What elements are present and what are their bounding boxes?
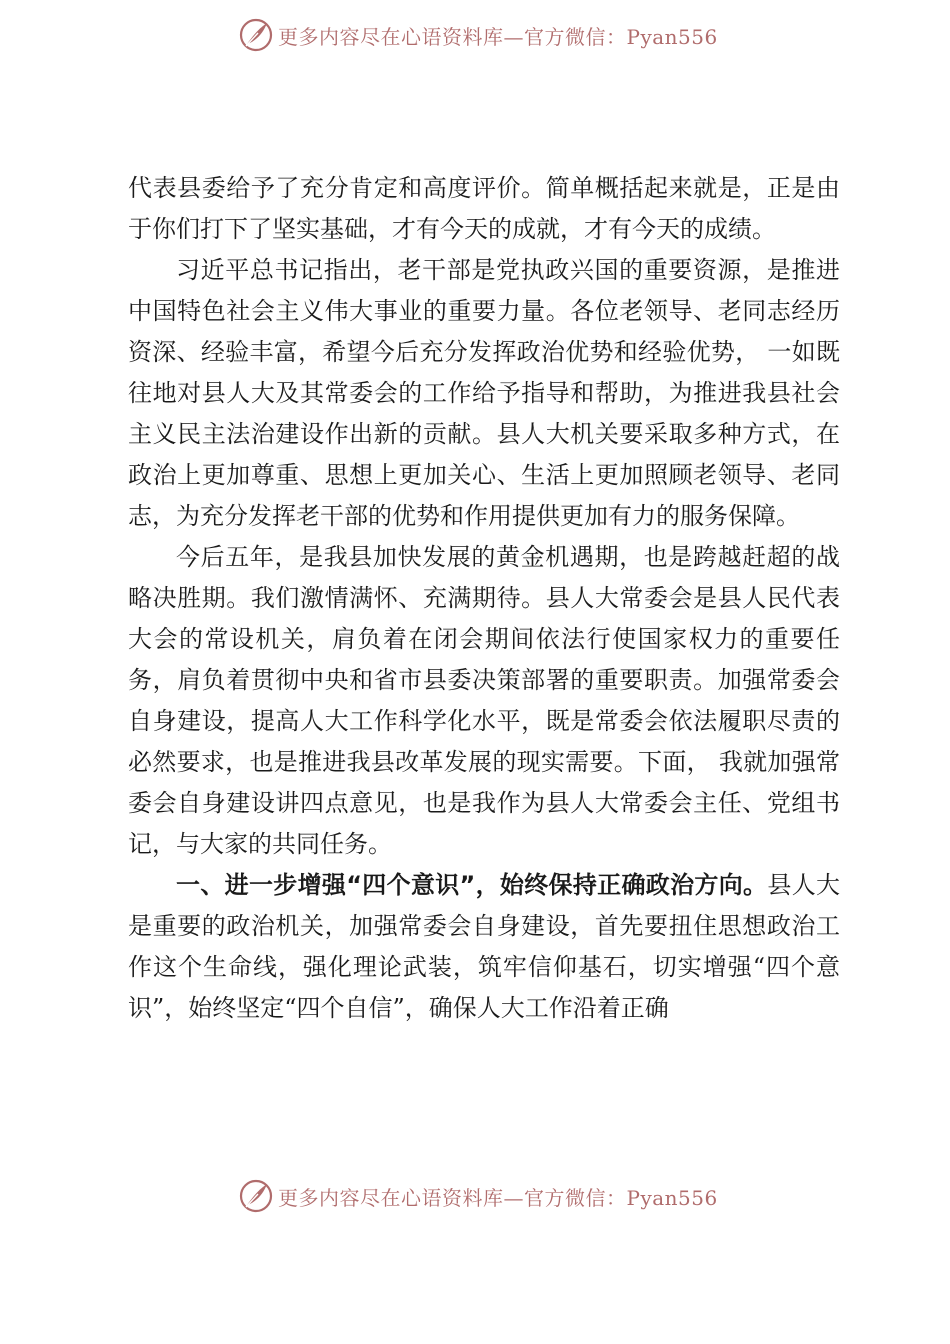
section-body: 县人大是重要的政治机关，加强常委会自身建设，首先要扭住思想政治工作这个生命线，强化理论武装，筑牢信仰基石，切实增强“四个意识”，始终坚定“四个自信”，确保人大工作沿着正确	[128, 871, 841, 1022]
header-watermark	[238, 17, 718, 53]
watermark-text: 更多内容尽在心语资料库—官方微信：Pyan556	[278, 24, 718, 49]
paragraph: 习近平总书记指出，老干部是党执政兴国的重要资源，是推进中国特色社会主义伟大事业的重要力量。各位老领导、老同志经历资深、经验丰富，希望今后充分发挥政治优势和经验优势， 一如既往地对县人大及其常委会的工作给予指导和帮助，为推进我县社会主义民主法治建设作出新的贡献。县人大机关要采取多种方式，在政治上更加尊重、思想上更加关心、生活上更加照顾老领导、老同志，为充分发挥老干部的优势和作用提供更加有力的服务保障。	[128, 256, 840, 530]
footer-watermark	[238, 1178, 718, 1214]
document-body	[128, 168, 840, 1029]
feather-logo-icon	[238, 1178, 274, 1214]
watermark-text: 更多内容尽在心语资料库—官方微信：Pyan556	[278, 1185, 718, 1210]
section-paragraph	[128, 865, 840, 1029]
section-heading: 一、进一步增强“四个意识”，始终保持正确政治方向。	[176, 871, 768, 899]
feather-logo-icon	[238, 17, 274, 53]
paragraph-continued: 代表县委给予了充分肯定和高度评价。简单概括起来就是，正是由于你们打下了坚实基础，才有今天的成就，才有今天的成绩。	[128, 174, 840, 243]
paragraph: 今后五年，是我县加快发展的黄金机遇期，也是跨越赶超的战略决胜期。我们激情满怀、充满期待。县人大常委会是县人民代表大会的常设机关，肩负着在闭会期间依法行使国家权力的重要任务，肩负着贯彻中央和省市县委决策部署的重要职责。加强常委会自身建设，提高人大工作科学化水平，既是常委会依法履职尽责的必然要求，也是推进我县改革发展的现实需要。下面， 我就加强常委会自身建设讲四点意见，也是我作为县人大常委会主任、党组书记，与大家的共同任务。	[128, 543, 840, 858]
